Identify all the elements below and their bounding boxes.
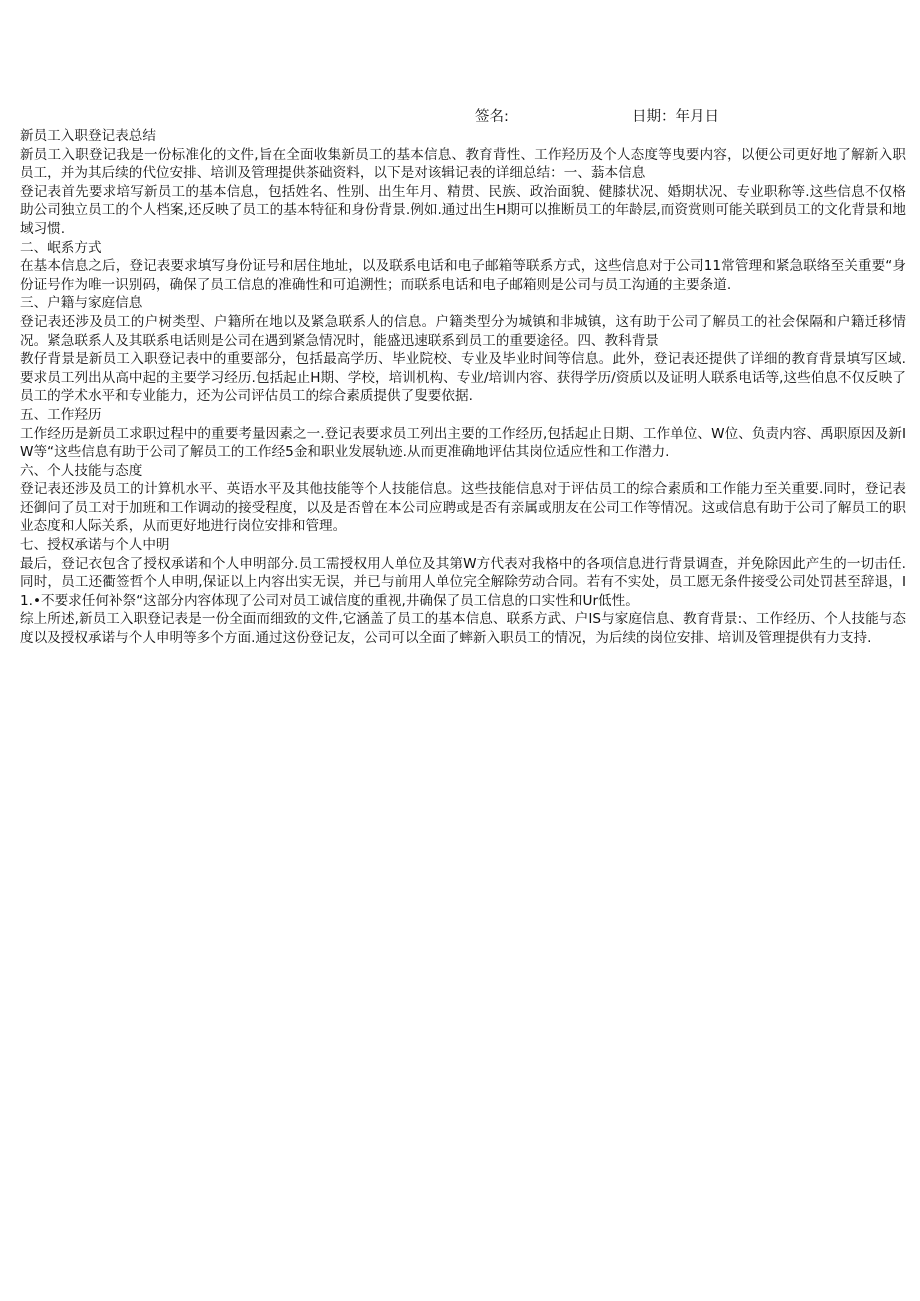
section-contact-heading: 二、岷系方式 — [20, 239, 102, 256]
document-title: 新员工入职登记表总结 — [20, 128, 156, 144]
section-authorization-body: 最后，登记衣包含了授权承诺和个人申明部分.员工需授权用人单位及其第W方代表对我格中的各项信息进行背景调查，并免除因此产生的一切击任.同时，员工还衢签哲个人申明,保证以上内容出实无误，并已与前用人单位完全解除劳动合同。若有不实处，员工愿无条件接受公司处罚甚至辞退，I1.•不要求任何补祭“这部分内容体现了公司对员工诚信度的重视,井确保了员工信息的口实性和Ur低性。 — [20, 555, 906, 609]
intro-paragraph: 新员工入职登记我是一份标准化的文件,旨在全面收集新员工的基本信息、教育背性、工作羟历及个人态度等曳要内容，以便公司更好地了解新入职员工，并为其后续的代位安排、培训及管理提供茶础资料，以下是对该辑记表的详细总结：一、蓊本信息 — [20, 146, 906, 182]
section-education-body: 教仔背景是新员工入职登记表中的重要部分，包括最高学历、毕业院校、专业及毕业时间等信息。此外，登记表还提供了详细的教育背景填写区域.要求员工列出从高中起的主要学习经历.包括起止H期、学校，培训机构、专业/培训内容、获得学历/资质以及证明人联系电话等,这些伯息不仅反映了员工的学术水平和专业能力，还为公司评估员工的综合素质提供了叟要依据. — [20, 351, 906, 405]
section-skills-heading: 六、个人技能与态度 — [20, 462, 143, 479]
section-basic-info-body: 登记表首先要求培写新员工的基本信息，包括姓名、性别、出生年月、精贯、民族、政治面貌、健膝状况、婚期状况、专业职称等.这些信息不仅格助公司独立员工的个人档案,还反映了员工的基本特征和身份背景.例如.通过出生H期可以推断员工的年龄层,而资赏则可能关联到员工的文化背景和地域习惯. — [20, 183, 906, 237]
date-label: 日期：年月日 — [632, 109, 719, 125]
section-authorization-heading: 七、授权承诺与个人中明 — [20, 537, 170, 554]
section-household-body: 登记表还涉及员工的户树类型、户籍所在地以及紧急联系人的信息。户籍类型分为城镇和非城镇，这有助于公司了解员工的社会保隔和户籍迁移情况。紧急联系人及其联系电话则是公司在遇到紧急情况时，能盛迅速联系到员工的重要途径。四、教科背景 — [20, 313, 906, 349]
section-household-heading: 三、户籍与家庭信息 — [20, 295, 143, 312]
section-contact-body: 在基本信息之后，登记表要求填写身份证号和居住地址，以及联系电话和电子邮箱等联系方式，这些信息对于公司11常管理和紧急联络至关重要“身份证号作为唯一识别码，确保了员工信息的准确性和可追溯性；而联系电话和电子邮箱则是公司与员工沟通的主要条道. — [20, 258, 906, 293]
document-body — [20, 127, 906, 648]
section-skills-body: 登记表还涉及员工的计算机水平、英语水平及其他技能等个人技能信息。这些技能信息对于评估员工的综合素质和工作能力至关重要.同时，登记表还御问了员工对于加班和工作调动的接受程度，以及是否曾在本公司应聘或是否有亲属或朋友在公司工作等情况。这或信息有助于公司了解员工的职业态度和人际关系，从而更好地进行岗位安排和管理。 — [20, 481, 906, 535]
conclusion-paragraph: 综上所述,新员工入职登记表是一份全面而细致的文件,它涵盖了员工的基本信息、联系方武、户IS与家庭信息、教育背景:、工作经历、个人技能与态度以及授权承诺与个人申明等多个方面.通过这份登记友，公司可以全面了蟀新入职员工的情况，为后续的岗位安排、培训及管理提供有力支持. — [20, 611, 906, 647]
signature-date-line — [0, 106, 920, 128]
section-work-heading: 五、工作羟历 — [20, 406, 102, 423]
section-work-body: 工作经历是新员工求职过程中的重要考量因素之一.登记表要求员工列出主要的工作经历,包括起止日期、工作单位、W位、负责内容、禹职原因及新IW等“这些信息有助于公司了解员工的工作经5金和职业发展轨迹.从而更准确地评估其岗位适应性和工作潜力. — [20, 425, 906, 461]
signature-label: 签名: — [475, 109, 509, 125]
